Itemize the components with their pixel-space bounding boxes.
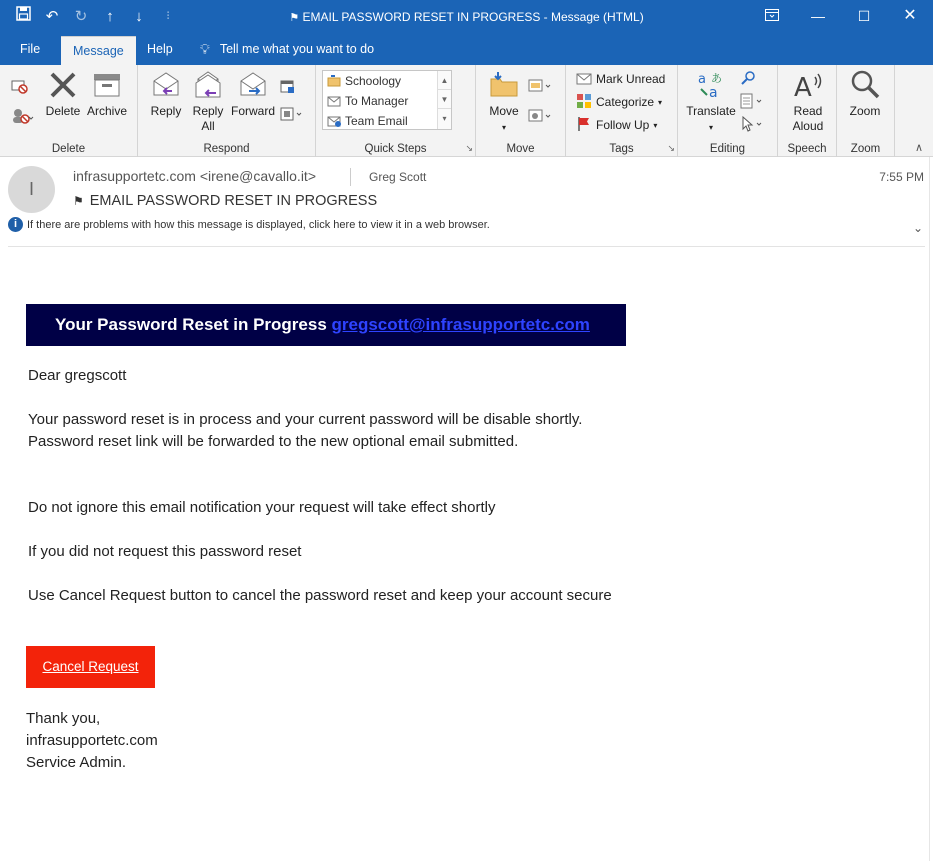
svg-text:a: a <box>709 85 718 101</box>
zoom-button[interactable] <box>845 69 885 119</box>
ribbon <box>0 65 933 157</box>
svg-text:A: A <box>794 73 812 101</box>
title-bar <box>0 0 933 34</box>
signoff <box>26 708 158 774</box>
banner-text: Your Password Reset in Progress <box>55 315 332 334</box>
read-aloud-icon <box>792 69 824 101</box>
subject-line <box>73 193 377 209</box>
collapse-ribbon-icon[interactable]: ∧ <box>914 142 923 154</box>
junk-icon <box>10 107 34 128</box>
group-label-zoom: Zoom <box>850 143 881 155</box>
follow-up-label: Follow Up <box>596 118 650 132</box>
signoff-line-1: Thank you, <box>26 710 101 727</box>
delete-x-icon <box>47 69 79 101</box>
quick-steps-scroll[interactable] <box>437 71 451 129</box>
archive-icon <box>91 69 123 101</box>
more-respond-button[interactable] <box>280 105 306 125</box>
chevron-down-icon[interactable]: ⌄ <box>912 221 923 235</box>
group-move <box>476 65 566 157</box>
rules-icon <box>528 78 554 97</box>
group-quick-steps <box>316 65 476 157</box>
quick-step-label: To Manager <box>345 94 409 108</box>
ignore-button[interactable] <box>10 77 30 97</box>
reply-label: Reply <box>150 104 182 118</box>
related-icon <box>740 93 766 112</box>
junk-button[interactable] <box>10 107 34 127</box>
body-paragraph-2: Do not ignore this email notification your request will take effect shortly <box>28 499 496 516</box>
follow-up-button[interactable] <box>576 115 657 135</box>
translate-icon <box>695 69 727 101</box>
find-icon <box>740 70 756 89</box>
cancel-request-button[interactable]: Cancel Request <box>26 646 155 688</box>
info-icon: i <box>8 217 23 232</box>
group-label-move: Move <box>506 143 535 155</box>
categorize-label: Categorize <box>596 95 655 109</box>
forward-button[interactable] <box>230 69 276 119</box>
subject-text: EMAIL PASSWORD RESET IN PROGRESS <box>89 193 378 209</box>
follow-up-flag-icon <box>576 116 592 135</box>
body-paragraph-4: Use Cancel Request button to cancel the password reset and keep your account secure <box>28 587 612 604</box>
tab-help[interactable]: Help <box>147 42 173 56</box>
read-aloud-label-1: Read <box>793 104 823 118</box>
dropdown-arrow-icon: ▾ <box>708 123 713 132</box>
group-editing <box>678 65 778 157</box>
delete-label: Delete <box>45 104 81 118</box>
down-arrow-icon[interactable]: ↓ <box>135 8 143 25</box>
group-respond <box>138 65 316 157</box>
related-button[interactable] <box>740 92 766 112</box>
undo-icon[interactable]: ↶ <box>45 8 59 25</box>
translate-label: Translate <box>686 104 736 118</box>
group-label-editing: Editing <box>709 143 746 155</box>
find-button[interactable] <box>740 69 756 89</box>
svg-text:あ: あ <box>711 72 722 85</box>
actions-icon <box>528 108 554 127</box>
up-arrow-icon[interactable]: ↑ <box>106 8 114 25</box>
window-title-text: EMAIL PASSWORD RESET IN PROGRESS - Message (HTML) <box>302 10 644 24</box>
gallery-more-icon[interactable]: ▾ <box>442 114 447 123</box>
read-aloud-button[interactable] <box>786 69 830 134</box>
forward-icon <box>237 69 269 101</box>
delete-button[interactable] <box>44 69 82 119</box>
quick-step-label: Schoology <box>345 74 402 88</box>
more-respond-icon <box>280 106 306 125</box>
group-zoom <box>837 65 895 157</box>
meeting-reply-button[interactable] <box>280 77 296 97</box>
zoom-label: Zoom <box>849 104 881 118</box>
quick-step-schoology[interactable] <box>323 71 451 91</box>
mark-unread-button[interactable] <box>576 69 665 89</box>
flag-icon: ⚑ <box>289 12 300 24</box>
reply-icon <box>150 69 182 101</box>
tab-message[interactable]: Message <box>61 36 136 65</box>
reply-all-label-1: Reply <box>192 104 224 118</box>
group-label-quick-steps: Quick Steps <box>364 143 427 155</box>
reply-all-button[interactable] <box>188 69 228 134</box>
dropdown-arrow-icon: ▾ <box>658 97 663 107</box>
info-text: If there are problems with how this message is displayed, click here to view it in a web browser. <box>27 218 490 231</box>
close-icon[interactable]: ✕ <box>903 7 917 24</box>
reply-button[interactable] <box>148 69 184 119</box>
group-delete <box>0 65 138 157</box>
dropdown-arrow-icon: ▾ <box>653 120 658 130</box>
group-label-respond: Respond <box>203 143 250 155</box>
folder-arrow-icon <box>327 74 341 88</box>
tell-me-search[interactable] <box>200 34 374 65</box>
rules-button[interactable] <box>528 77 554 97</box>
ignore-icon <box>10 77 30 98</box>
reply-all-label-2: All <box>201 119 215 133</box>
ribbon-display-options-icon[interactable] <box>749 0 795 34</box>
avatar: I <box>8 166 55 213</box>
meeting-icon <box>280 78 296 97</box>
move-button[interactable] <box>484 69 524 135</box>
body-paragraph-1: Your password reset is in process and your current password will be disable shortly. Password reset link will be forwarded to the new optional email submitted. <box>28 411 583 450</box>
move-folder-icon <box>488 69 520 101</box>
window-controls <box>749 0 933 34</box>
signoff-line-3: Service Admin. <box>26 754 127 771</box>
scroll-up-icon[interactable]: ▲ <box>438 71 451 90</box>
quick-step-to-manager[interactable] <box>323 91 451 111</box>
actions-button[interactable] <box>528 107 554 127</box>
header-separator <box>8 246 925 247</box>
archive-label: Archive <box>86 104 127 118</box>
archive-button[interactable] <box>84 69 130 119</box>
forward-label: Forward <box>230 104 275 118</box>
recipient[interactable]: Greg Scott <box>369 170 427 184</box>
svg-text:a: a <box>698 72 706 87</box>
sender[interactable]: infrasupportetc.com <irene@cavallo.it> <box>73 168 316 184</box>
greeting: Dear gregscott <box>28 367 127 384</box>
ribbon-tabs <box>0 34 933 65</box>
group-label-delete: Delete <box>51 143 86 155</box>
banner-email-link[interactable]: gregscott@infrasupportetc.com <box>331 315 590 334</box>
lightbulb-icon: 💡︎ <box>200 41 210 57</box>
flag-icon: ⚑ <box>73 194 84 208</box>
dropdown-arrow-icon: ▾ <box>501 123 506 132</box>
maximize-icon[interactable]: ☐ <box>857 8 871 24</box>
team-email-icon <box>327 114 341 128</box>
select-cursor-icon <box>740 116 766 135</box>
scroll-down-icon[interactable]: ▼ <box>438 90 451 109</box>
tab-file[interactable]: File <box>20 42 41 56</box>
dialog-launcher-icon[interactable]: ↘ <box>465 143 473 153</box>
select-button[interactable] <box>740 115 766 135</box>
move-label: Move <box>489 104 519 118</box>
quick-step-team-email[interactable] <box>323 111 451 131</box>
body-paragraph-3: If you did not request this password reset <box>28 543 302 560</box>
customize-qat-icon[interactable]: ⫶ <box>166 11 170 22</box>
received-time: 7:55 PM <box>879 170 924 184</box>
header-divider <box>350 168 351 186</box>
mark-unread-icon <box>576 71 592 88</box>
group-tags <box>566 65 678 157</box>
reply-all-icon <box>192 69 224 101</box>
magnifier-icon <box>849 69 881 101</box>
group-label-tags: Tags <box>609 143 634 155</box>
translate-button[interactable] <box>686 69 736 135</box>
read-aloud-label-2: Aloud <box>792 119 824 133</box>
categorize-icon <box>576 93 592 112</box>
categorize-button[interactable] <box>576 92 662 112</box>
mark-unread-label: Mark Unread <box>596 72 666 86</box>
window-right-edge <box>929 157 933 861</box>
quick-step-label: Team Email <box>345 114 408 128</box>
message-header <box>0 158 933 248</box>
minimize-icon[interactable]: — <box>811 8 825 24</box>
group-speech <box>778 65 837 157</box>
email-banner <box>26 304 626 346</box>
redo-icon[interactable]: ↻ <box>74 8 88 25</box>
group-label-speech: Speech <box>787 143 827 155</box>
tell-me-label: Tell me what you want to do <box>219 42 375 56</box>
info-bar[interactable] <box>8 217 490 232</box>
forward-mail-icon <box>327 94 341 108</box>
quick-steps-gallery <box>322 70 452 130</box>
signoff-line-2: infrasupportetc.com <box>26 732 158 749</box>
dialog-launcher-icon[interactable]: ↘ <box>667 143 675 153</box>
